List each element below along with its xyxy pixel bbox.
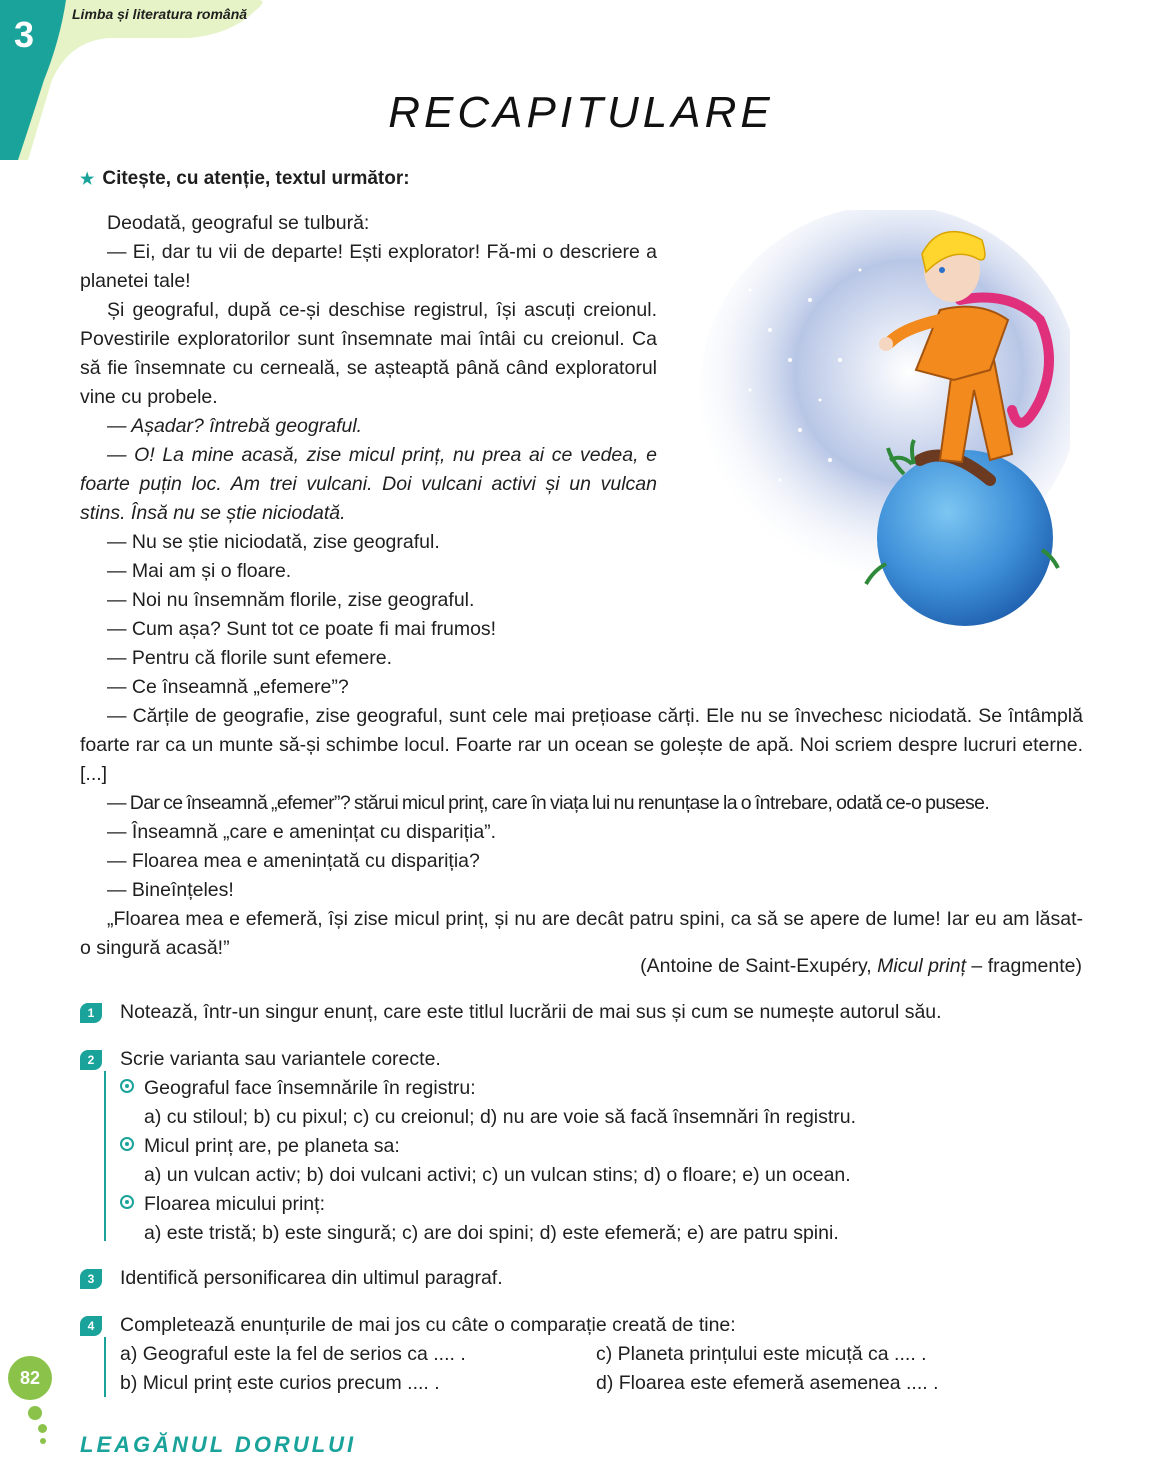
decorative-dot bbox=[28, 1406, 42, 1420]
paragraph: — Ei, dar tu vii de departe! Ești explorator! Fă-mi o descriere a planetei tale! bbox=[80, 241, 657, 292]
question-1 bbox=[80, 998, 1083, 1028]
source-work: Micul prinț bbox=[877, 955, 967, 977]
comparison-item: d) Floarea este efemeră asemenea .... . bbox=[596, 1372, 939, 1394]
comparison-item: b) Micul prinț este curios precum .... . bbox=[120, 1372, 440, 1394]
subquestion bbox=[120, 1190, 325, 1219]
question-number-badge: 4 bbox=[80, 1316, 102, 1336]
subquestion-stem: Floarea micului prinț: bbox=[144, 1193, 325, 1215]
paragraph: — Floarea mea e amenințată cu dispariția? bbox=[107, 850, 480, 872]
decorative-dot bbox=[40, 1438, 46, 1444]
footer-series-title: LEAGĂNUL DORULUI bbox=[80, 1432, 357, 1457]
bullet-icon bbox=[120, 1195, 134, 1209]
question-number-badge: 3 bbox=[80, 1269, 102, 1289]
subquestion-stem: Geograful face însemnările în registru: bbox=[144, 1077, 476, 1099]
bullet-icon bbox=[120, 1137, 134, 1151]
bullet-icon bbox=[120, 1079, 134, 1093]
paragraph: — Nu se știe niciodată, zise geograful. bbox=[107, 531, 440, 553]
paragraph: — Bineînțeles! bbox=[107, 879, 234, 901]
unit-number: 3 bbox=[14, 14, 35, 55]
question-text: Completează enunțurile de mai jos cu câte o comparație creată de tine: bbox=[120, 1314, 736, 1336]
paragraph: „Floarea mea e efemeră, își zise micul prinț, și nu are decât patru spini, ca să se apere de lume! Iar eu am lăsat-o singură acasă!” bbox=[80, 908, 1083, 959]
paragraph: Și geograful, după ce-și deschise registrul, își ascuți creionul. Povestirile exploratorilor sunt însemnate mai întâi cu creionul. Ca să fie însemnate cu cerneală, se așteaptă până când exploratorul vine cu probele. bbox=[80, 299, 657, 408]
decorative-dot bbox=[38, 1424, 47, 1433]
subquestion-stem: Micul prinț are, pe planeta sa: bbox=[144, 1135, 400, 1157]
source-suffix: – fragmente) bbox=[966, 955, 1082, 977]
source-citation bbox=[640, 955, 1082, 978]
answer-options: a) cu stiloul; b) cu pixul; c) cu creionul; d) nu are voie să facă însemnări în registru. bbox=[144, 1106, 857, 1128]
reading-instruction bbox=[80, 168, 410, 190]
question-4 bbox=[80, 1311, 1083, 1401]
instruction-text: Citește, cu atenție, textul următor: bbox=[102, 168, 410, 189]
question-number-badge: 2 bbox=[80, 1050, 102, 1070]
question-text: Identifică personificarea din ultimul paragraf. bbox=[120, 1267, 503, 1289]
paragraph: — Ce înseamnă „efemere”? bbox=[107, 676, 349, 698]
subquestion bbox=[120, 1132, 400, 1161]
source-prefix: (Antoine de Saint-Exupéry, bbox=[640, 955, 878, 977]
paragraph: — O! La mine acasă, zise micul prinț, nu prea ai ce vedea, e foarte puțin loc. Am trei vulcani. Doi vulcani activi și un vulcan stins. Însă nu se știe niciodată. bbox=[80, 444, 657, 524]
paragraph: — Cărțile de geografie, zise geograful, sunt cele mai prețioase cărți. Ele nu se învechesc niciodată. Se întâmplă foarte rar ca un munte să-și schimbe locul. Foarte rar un ocean se golește de apă. Noi scriem despre lucruri eterne. [...] bbox=[80, 705, 1083, 785]
paragraph: — Așadar? întrebă geograful. bbox=[107, 415, 363, 437]
paragraph: — Pentru că florile sunt efemere. bbox=[107, 647, 393, 669]
paragraph: — Noi nu însemnăm florile, zise geograful. bbox=[107, 589, 475, 611]
comparison-item: a) Geograful este la fel de serios ca .... . bbox=[120, 1343, 466, 1365]
paragraph: — Cum așa? Sunt tot ce poate fi mai frumos! bbox=[107, 618, 497, 640]
question-line bbox=[104, 1071, 106, 1241]
answer-options: a) un vulcan activ; b) doi vulcani activi; c) un vulcan stins; d) o floare; e) un ocean. bbox=[144, 1164, 851, 1186]
question-number-badge: 1 bbox=[80, 1003, 102, 1023]
subject-label: Limba și literatura română bbox=[72, 6, 248, 22]
page-number: 82 bbox=[8, 1356, 52, 1400]
paragraph: Deodată, geograful se tulbură: bbox=[107, 212, 370, 234]
question-line bbox=[104, 1337, 106, 1397]
star-icon: ★ bbox=[80, 171, 95, 188]
question-3 bbox=[80, 1264, 1083, 1294]
answer-options: a) este tristă; b) este singură; c) are doi spini; d) este efemeră; e) are patru spini. bbox=[144, 1222, 839, 1244]
comparison-item: c) Planeta prințului este micuță ca .... . bbox=[596, 1343, 927, 1365]
paragraph: — Mai am și o floare. bbox=[107, 560, 292, 582]
subquestion bbox=[120, 1074, 476, 1103]
question-2 bbox=[80, 1045, 1083, 1245]
question-text: Notează, într-un singur enunț, care este titlul lucrării de mai sus și cum se numește autorul său. bbox=[120, 1001, 942, 1023]
reading-passage bbox=[80, 209, 1083, 963]
question-text: Scrie varianta sau variantele corecte. bbox=[120, 1048, 441, 1070]
page-title: RECAPITULARE bbox=[388, 88, 774, 137]
paragraph: — Înseamnă „care e amenințat cu dispariția”. bbox=[107, 821, 497, 843]
paragraph: — Dar ce înseamnă „efemer”? stărui micul prinț, care în viața lui nu renunțase la o întrebare, odată ce-o pusese. bbox=[107, 792, 990, 814]
